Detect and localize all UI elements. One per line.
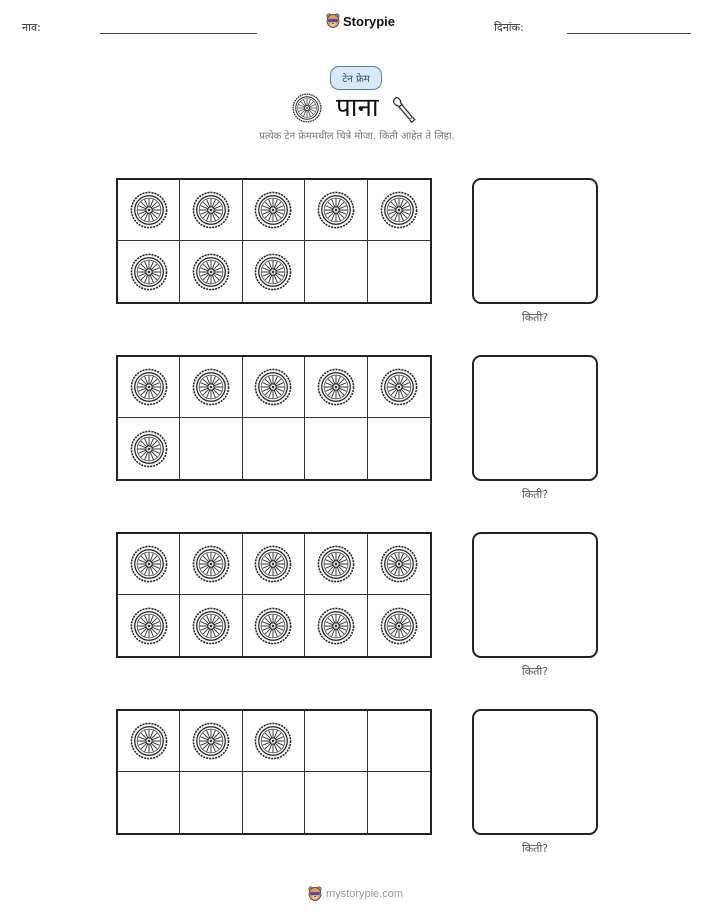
wheel-icon [380, 607, 418, 645]
frame-cell [180, 772, 242, 833]
page-title: पाना [336, 93, 379, 123]
frame-cell [118, 418, 180, 479]
answer-box[interactable] [472, 355, 598, 481]
frame-cell [243, 418, 305, 479]
wheel-icon [380, 368, 418, 406]
wheel-icon [130, 191, 168, 229]
frame-cell [243, 772, 305, 833]
frame-cell [305, 711, 367, 772]
wheel-icon [130, 368, 168, 406]
frame-cell [118, 241, 180, 302]
frame-cell [305, 595, 367, 656]
frame-cell [243, 534, 305, 595]
ten-frame [116, 355, 432, 481]
wheel-icon [130, 545, 168, 583]
frame-cell [118, 772, 180, 833]
frame-cell [368, 711, 430, 772]
wheel-icon [254, 607, 292, 645]
answer-box[interactable] [472, 532, 598, 658]
frame-cell [180, 711, 242, 772]
frame-cell [180, 534, 242, 595]
wheel-icon [192, 253, 230, 291]
wheel-icon [254, 368, 292, 406]
wheel-icon [192, 607, 230, 645]
frame-cell [180, 357, 242, 418]
frame-cell [243, 595, 305, 656]
wheel-icon [317, 368, 355, 406]
wrench-icon [393, 91, 423, 123]
frame-cell [305, 772, 367, 833]
wheel-icon [192, 368, 230, 406]
answer-box[interactable] [472, 709, 598, 835]
frame-cell [305, 357, 367, 418]
answer-label: किती? [521, 488, 549, 501]
wheel-icon [192, 722, 230, 760]
answer-label: किती? [521, 842, 549, 855]
wheel-icon [192, 545, 230, 583]
wheel-icon [130, 253, 168, 291]
bear-icon [326, 13, 340, 29]
wheel-icon [380, 191, 418, 229]
frame-cell [368, 595, 430, 656]
frame-cell [180, 595, 242, 656]
brand-logo [326, 13, 395, 29]
answer-label: किती? [521, 665, 549, 678]
wheel-icon [254, 545, 292, 583]
frame-cell [243, 180, 305, 241]
frame-cell [180, 418, 242, 479]
wheel-icon [254, 722, 292, 760]
wheel-icon [317, 545, 355, 583]
frame-cell [305, 534, 367, 595]
frame-cell [368, 180, 430, 241]
topic-badge: टेन फ्रेम [330, 66, 382, 90]
frame-cell [368, 772, 430, 833]
ten-frame [116, 709, 432, 835]
frame-cell [305, 180, 367, 241]
frame-cell [118, 180, 180, 241]
frame-cell [118, 711, 180, 772]
bear-icon [308, 886, 322, 902]
wheel-icon [192, 191, 230, 229]
ten-frame [116, 178, 432, 304]
wheel-icon [317, 191, 355, 229]
frame-cell [368, 241, 430, 302]
frame-cell [118, 534, 180, 595]
frame-cell [118, 357, 180, 418]
date-label: दिनांक: [494, 21, 524, 34]
name-label: नाव: [22, 21, 41, 34]
frame-cell [305, 241, 367, 302]
frame-cell [368, 357, 430, 418]
wheel-icon [254, 253, 292, 291]
ten-frame [116, 532, 432, 658]
frame-cell [368, 534, 430, 595]
name-line[interactable] [100, 33, 257, 34]
wheel-icon [130, 722, 168, 760]
instructions: प्रत्येक टेन फ्रेममधील चित्रे मोजा. किती आहेत ते लिहा. [259, 131, 455, 142]
frame-cell [180, 241, 242, 302]
answer-box[interactable] [472, 178, 598, 304]
footer-logo [308, 886, 403, 902]
frame-cell [305, 418, 367, 479]
frame-cell [243, 711, 305, 772]
date-line[interactable] [567, 33, 691, 34]
wheel-icon [130, 430, 168, 468]
frame-cell [118, 595, 180, 656]
footer-site: mystorypie.com [326, 888, 404, 900]
answer-label: किती? [521, 311, 549, 324]
wheel-icon [380, 545, 418, 583]
wheel-icon [254, 191, 292, 229]
frame-cell [243, 241, 305, 302]
wheel-icon [130, 607, 168, 645]
frame-cell [368, 418, 430, 479]
frame-cell [180, 180, 242, 241]
frame-cell [243, 357, 305, 418]
wheel-icon [317, 607, 355, 645]
wheel-icon [292, 93, 322, 123]
brand-name: Storypie [343, 13, 396, 29]
